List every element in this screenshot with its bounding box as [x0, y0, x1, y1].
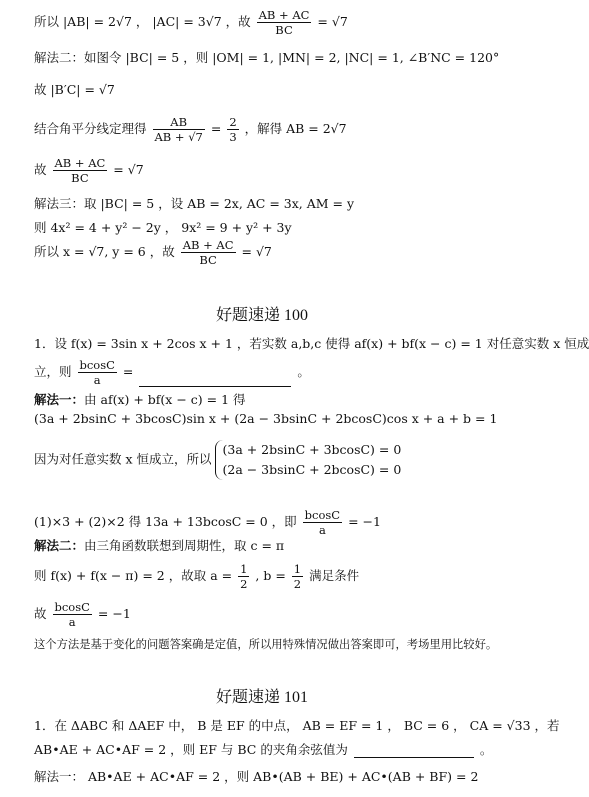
- expanded-equation: (3a + 2bsinC + 3bcosC)sin x + (2a − 3bsinC + 2bcosC)cos x + a + b = 1: [34, 411, 498, 426]
- equation-system: (3a + 2bsinC + 3bcosC) = 0 (2a − 3bsinC + 2bcosC) = 0: [215, 440, 401, 480]
- solution-two-line: 解法二：由三角函数联想到周期性，取 c = π: [34, 538, 285, 553]
- fraction: $\frac{AB}{AB + √7}$: [154, 115, 203, 144]
- fraction: $\frac{bcosC}{a}$: [79, 358, 115, 387]
- fraction: $\frac{AB + AC}{BC}$: [258, 8, 310, 37]
- problem-statement: 1．设 f(x) = 3sin x + 2cos x + 1 ，若实数 a,b,c 使得 af(x) + bf(x − c) = 1 对任意实数 x 恒成: [34, 336, 589, 351]
- answer-blank: [139, 374, 291, 387]
- problem-question: AB•AE + AC•AF = 2 ，则 EF 与 BC 的夹角余弦值为 。: [34, 742, 493, 757]
- fraction: $\frac{2}{3}$: [229, 115, 237, 144]
- special-case-line: 则 f(x) + f(x − π) = 2 ，故取 a = $\frac{1}{2}$ , b = $\frac{1}{2}$ 满足条件: [34, 562, 360, 591]
- system-line: 因为对任意实数 x 恒成立，所以 (3a + 2bsinC + 3bcosC) = 0 (2a − 3bsinC + 2bcosC) = 0: [34, 440, 401, 480]
- equation-line: 则 4x² = 4 + y² − 2y ， 9x² = 9 + y² + 3y: [34, 220, 292, 235]
- fraction: $\frac{bcosC}{a}$: [54, 600, 90, 629]
- fraction: $\frac{bcosC}{a}$: [304, 508, 341, 537]
- note-line: 这个方法是基于变化的问题答案确是定值，所以用特殊情况做出答案即可，考场里用比较好。: [34, 638, 498, 651]
- combination-line: (1)×3 + (2)×2 得 13a + 13bcosC = 0 ，即 $\frac{bcosC}{a}$ = −1: [34, 508, 381, 537]
- angle-bisector-line: 结合角平分线定理得 $\frac{AB}{AB + √7}$ = $\frac{2}{3}$ ，解得 AB = 2√7: [34, 115, 347, 144]
- problem-statement: 1．在 ΔABC 和 ΔAEF 中， B 是 EF 的中点， AB = EF = 1 ， BC = 6 ， CA = √33 ，若: [34, 718, 560, 733]
- solution-three-line: 解法三：取 |BC| = 5 ，设 AB = 2x, AC = 3x, AM = y: [34, 196, 355, 211]
- fraction: $\frac{AB + AC}{BC}$: [54, 156, 106, 185]
- solution-line-conclusion: 所以 |AB| = 2√7 ， |AC| = 3√7 ，故 $\frac{AB + AC}{BC}$ = √7: [34, 8, 348, 37]
- solution-line-result: 故 $\frac{AB + AC}{BC}$ = √7: [34, 156, 144, 185]
- fraction: $\frac{1}{2}$: [293, 562, 302, 591]
- solution-one-line: 解法一：由 af(x) + bf(x − c) = 1 得: [34, 392, 246, 407]
- solution-one-line: 解法一： AB•AE + AC•AF = 2 ，则 AB•(AB + BE) + AC•(AB + BF) = 2: [34, 769, 479, 784]
- section-title-100: 好题速递 100: [215, 307, 308, 324]
- section-title-101: 好题速递 101: [215, 689, 308, 706]
- solution-line-final: 所以 x = √7, y = 6 ，故 $\frac{AB + AC}{BC}$ = √7: [34, 238, 272, 267]
- solution-line-b-prime-c: 故 |B′C| = √7: [34, 82, 115, 97]
- text: 所以 |AB| = 2√7 ， |AC| = 3√7 ，故: [34, 14, 251, 29]
- answer-blank: [354, 745, 474, 758]
- fraction: $\frac{1}{2}$: [240, 562, 248, 591]
- fraction: $\frac{AB + AC}{BC}$: [182, 238, 234, 267]
- solution-two-line: 解法二：如图令 |BC| = 5 ，则 |OM| = 1, |MN| = 2, |NC| = 1, ∠B′NC = 120°: [34, 50, 500, 65]
- problem-question: 立，则 $\frac{bcosC}{a}$ = 。: [34, 358, 310, 387]
- result-line: 故 $\frac{bcosC}{a}$ = −1: [34, 600, 131, 629]
